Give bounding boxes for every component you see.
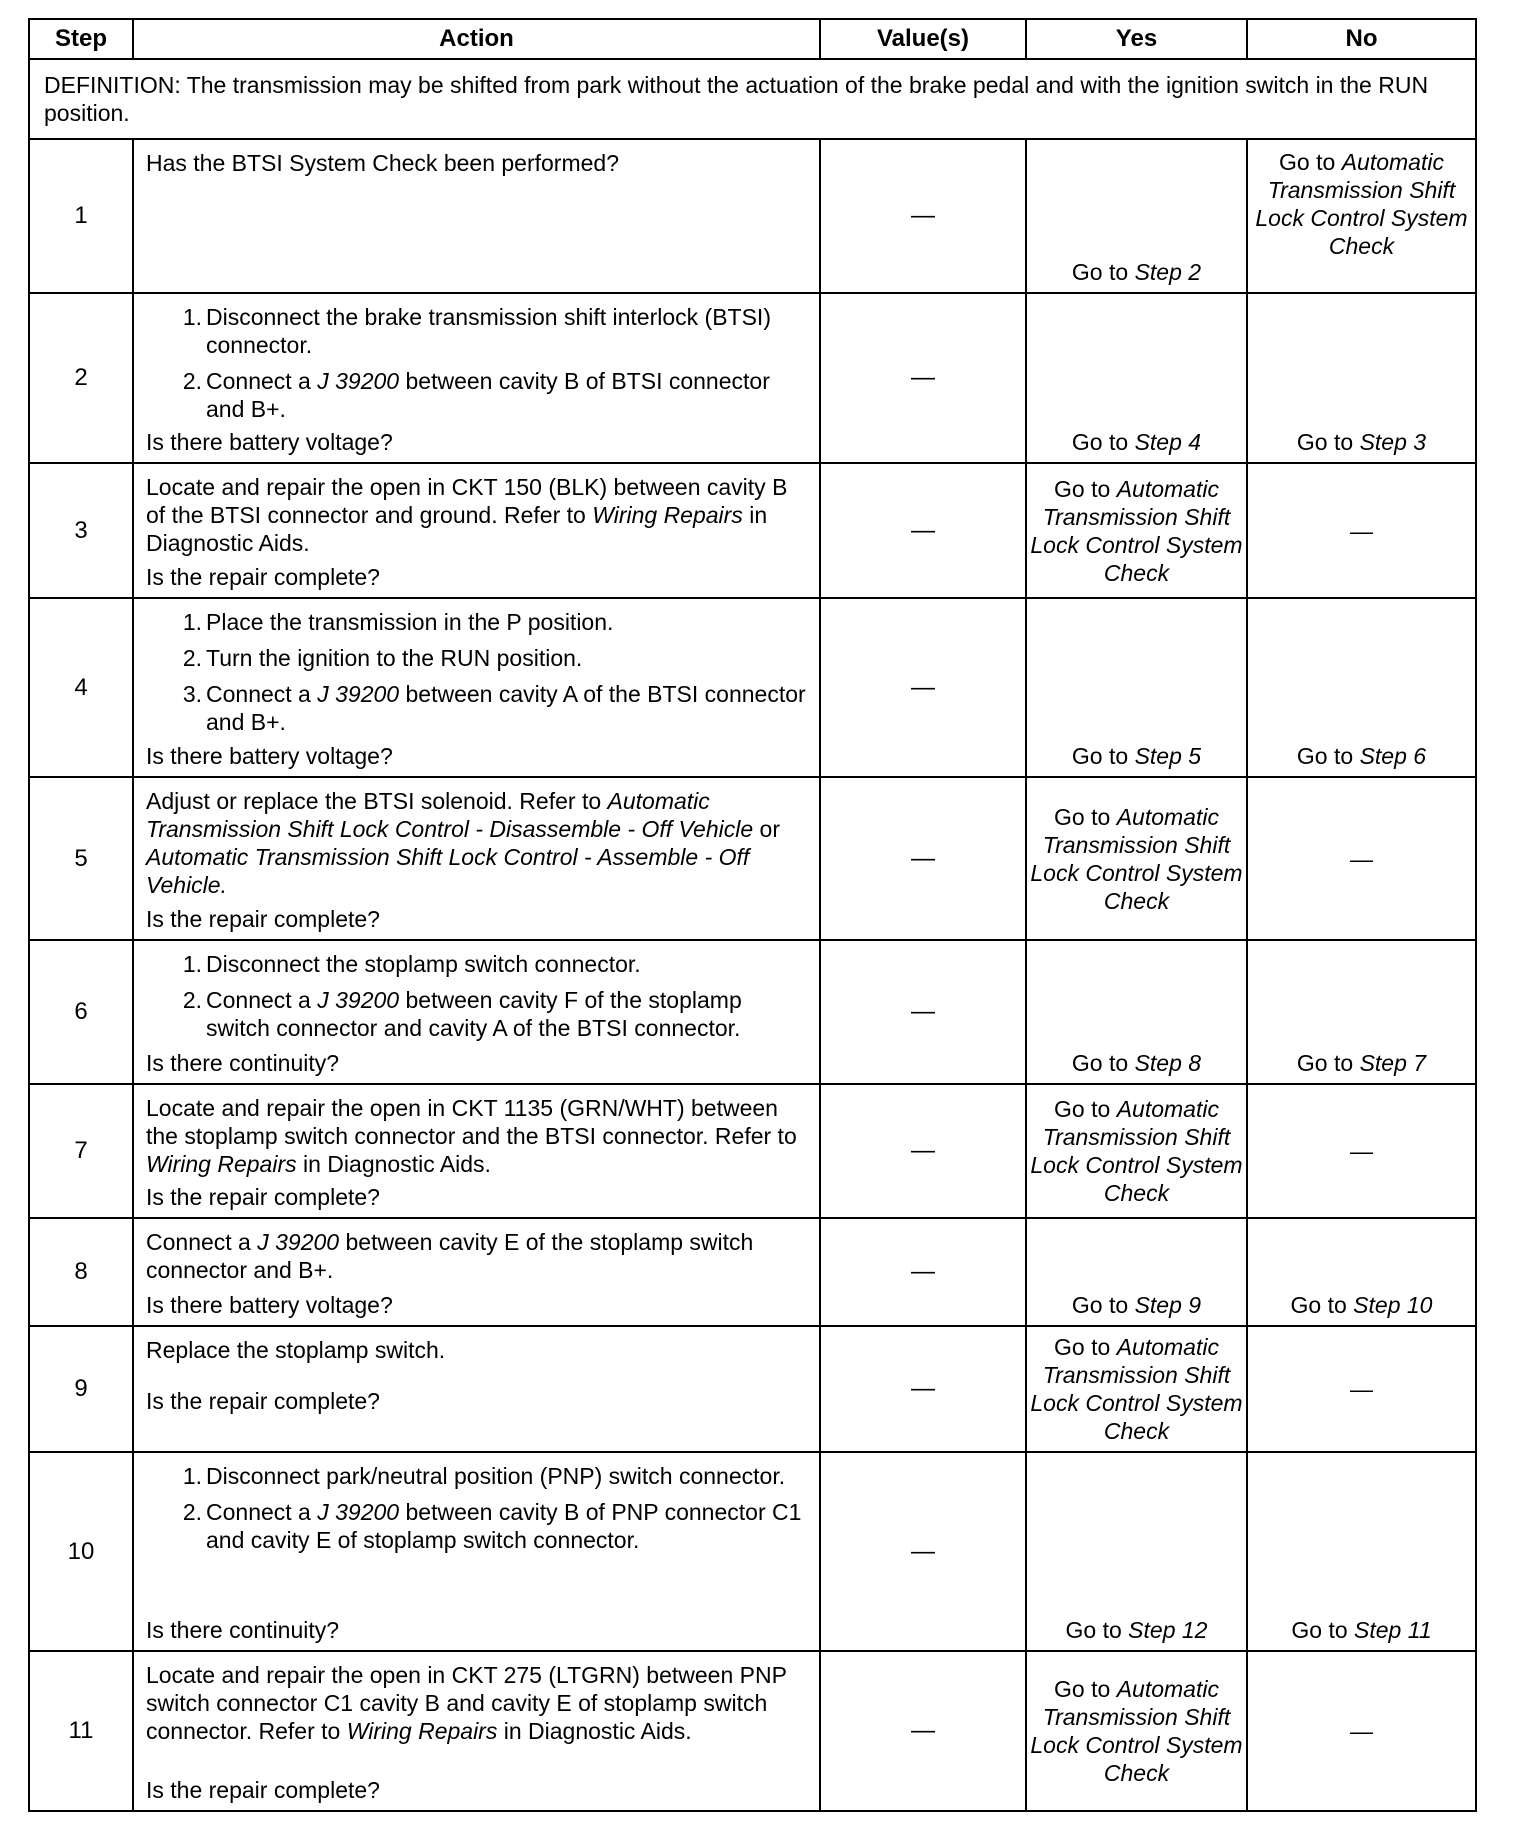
- action-step: 2. Turn the ignition to the RUN position.: [182, 645, 583, 671]
- value-cell: —: [820, 1084, 1026, 1218]
- header-action: Action: [133, 19, 820, 59]
- value-cell: —: [820, 463, 1026, 598]
- value-cell: —: [820, 1651, 1026, 1811]
- yes-cell: Go to Automatic Transmission Shift Lock Control System Check: [1026, 1651, 1247, 1811]
- yes-cell: Go to Step 4: [1026, 293, 1247, 463]
- action-question: Is there battery voltage?: [146, 429, 393, 455]
- tool-name: J 39200: [257, 1229, 340, 1255]
- action-cell: [133, 139, 820, 293]
- yes-cell: Go to Automatic Transmission Shift Lock Control System Check: [1026, 777, 1247, 940]
- step-number: 6: [29, 940, 133, 1084]
- no-cell: —: [1247, 463, 1476, 598]
- table-row: [29, 777, 1476, 940]
- action-text: Locate and repair the open in CKT 150 (BLK) between cavity B of the BTSI connector and ground. Refer to Wiring Repairs in Diagnostic Aids.: [146, 474, 788, 556]
- table-row: [29, 1326, 1476, 1452]
- action-cell: [133, 1084, 820, 1218]
- action-cell: [133, 463, 820, 598]
- tool-name: J 39200: [317, 368, 400, 394]
- yes-ref: Step 12: [1128, 1617, 1208, 1643]
- action-question: Is the repair complete?: [146, 1388, 380, 1414]
- action-text: Adjust or replace the BTSI solenoid. Refer to Automatic Transmission Shift Lock Control - Disassemble - Off Vehicle or Automatic Transmission Shift Lock Control - Assemble - Off Vehicle.: [146, 788, 780, 898]
- yes-ref: Automatic Transmission Shift Lock Control System Check: [1030, 1334, 1243, 1444]
- no-cell: Go to Step 10: [1247, 1218, 1476, 1326]
- no-ref: Automatic Transmission Shift Lock Control System Check: [1255, 149, 1468, 259]
- yes-cell: Go to Step 2: [1026, 139, 1247, 293]
- no-cell: —: [1247, 1326, 1476, 1452]
- action-question: Is the repair complete?: [146, 906, 380, 932]
- yes-ref: Automatic Transmission Shift Lock Control System Check: [1030, 803, 1243, 914]
- yes-ref: Automatic Transmission Shift Lock Control System Check: [1030, 475, 1243, 586]
- yes-ref: Step 9: [1134, 1292, 1202, 1318]
- action-cell: [133, 293, 820, 463]
- tool-name: J 39200: [317, 987, 400, 1013]
- action-steps: [146, 303, 807, 423]
- yes-ref: Step 2: [1134, 259, 1202, 285]
- no-ref: Step 7: [1359, 1050, 1427, 1076]
- yes-cell: Go to Automatic Transmission Shift Lock Control System Check: [1026, 463, 1247, 598]
- value-cell: —: [820, 598, 1026, 777]
- header-values: Value(s): [820, 19, 1026, 59]
- table-row: [29, 1084, 1476, 1218]
- yes-ref: Automatic Transmission Shift Lock Control System Check: [1030, 1096, 1243, 1206]
- action-text: Connect a J 39200 between cavity E of the stoplamp switch connector and B+.: [146, 1229, 754, 1283]
- tool-name: J 39200: [317, 681, 400, 707]
- no-ref: Step 6: [1359, 743, 1427, 769]
- yes-ref: Step 4: [1134, 429, 1202, 455]
- table-row: [29, 1452, 1476, 1651]
- action-cell: [133, 598, 820, 777]
- action-text: Locate and repair the open in CKT 275 (LTGRN) between PNP switch connector C1 cavity B and cavity E of stoplamp switch connector. Refer to Wiring Repairs in Diagnostic Aids.: [146, 1662, 787, 1744]
- action-steps: [146, 608, 807, 736]
- yes-ref: Automatic Transmission Shift Lock Control System Check: [1030, 1676, 1243, 1786]
- yes-cell: Go to Automatic Transmission Shift Lock Control System Check: [1026, 1326, 1247, 1452]
- no-cell: Go to Step 6: [1247, 598, 1476, 777]
- action-step: 2. Connect a J 39200 between cavity B of BTSI connector and B+.: [182, 368, 770, 422]
- step-number: 8: [29, 1218, 133, 1326]
- no-ref: Step 10: [1353, 1292, 1433, 1318]
- table-row: [29, 598, 1476, 777]
- yes-ref: Step 5: [1134, 743, 1202, 769]
- action-cell: [133, 1326, 820, 1452]
- diagnostic-table: [28, 18, 1477, 1812]
- definition-row: [29, 59, 1476, 139]
- table-row: [29, 293, 1476, 463]
- header-row: [29, 19, 1476, 59]
- no-cell: —: [1247, 1651, 1476, 1811]
- header-no: No: [1247, 19, 1476, 59]
- tool-name: J 39200: [317, 1499, 400, 1525]
- action-text: Has the BTSI System Check been performed?: [146, 150, 619, 176]
- value-cell: —: [820, 777, 1026, 940]
- step-number: 9: [29, 1326, 133, 1452]
- header-yes: Yes: [1026, 19, 1247, 59]
- table-row: [29, 940, 1476, 1084]
- value-cell: —: [820, 940, 1026, 1084]
- table-row: [29, 139, 1476, 293]
- no-cell: Go to Step 3: [1247, 293, 1476, 463]
- step-number: 1: [29, 139, 133, 293]
- value-cell: —: [820, 293, 1026, 463]
- action-step: 3. Connect a J 39200 between cavity A of the BTSI connector and B+.: [182, 681, 806, 735]
- no-ref: Step 11: [1354, 1617, 1432, 1643]
- step-number: 2: [29, 293, 133, 463]
- action-question: Is there battery voltage?: [146, 743, 393, 769]
- action-step: 1. Disconnect the stoplamp switch connector.: [182, 951, 641, 977]
- action-cell: [133, 1218, 820, 1326]
- action-question: Is the repair complete?: [146, 1777, 380, 1803]
- yes-ref: Step 8: [1134, 1050, 1202, 1076]
- step-number: 11: [29, 1651, 133, 1811]
- action-cell: [133, 1452, 820, 1651]
- no-cell: —: [1247, 1084, 1476, 1218]
- action-question: Is there continuity?: [146, 1617, 340, 1643]
- action-question: Is there battery voltage?: [146, 1292, 393, 1318]
- value-cell: —: [820, 1452, 1026, 1651]
- no-cell: —: [1247, 777, 1476, 940]
- action-step: 1. Disconnect the brake transmission shift interlock (BTSI) connector.: [182, 304, 771, 358]
- step-number: 3: [29, 463, 133, 598]
- action-cell: [133, 777, 820, 940]
- table-row: [29, 1218, 1476, 1326]
- value-cell: —: [820, 1326, 1026, 1452]
- step-number: 10: [29, 1452, 133, 1651]
- no-ref: Step 3: [1359, 429, 1427, 455]
- action-step: 1. Disconnect park/neutral position (PNP) switch connector.: [182, 1463, 786, 1489]
- action-steps: [146, 1462, 807, 1554]
- yes-cell: Go to Step 12: [1026, 1452, 1247, 1651]
- value-cell: —: [820, 1218, 1026, 1326]
- step-number: 7: [29, 1084, 133, 1218]
- yes-cell: Go to Step 5: [1026, 598, 1247, 777]
- action-question: Is the repair complete?: [146, 564, 380, 590]
- action-step: 2. Connect a J 39200 between cavity F of the stoplamp switch connector and cavity A of the BTSI connector.: [182, 987, 742, 1041]
- action-cell: [133, 1651, 820, 1811]
- yes-cell: Go to Step 9: [1026, 1218, 1247, 1326]
- step-number: 4: [29, 598, 133, 777]
- no-cell: Go to Automatic Transmission Shift Lock Control System Check: [1247, 139, 1476, 293]
- action-text: Replace the stoplamp switch.: [146, 1337, 446, 1363]
- action-cell: [133, 940, 820, 1084]
- action-step: 1. Place the transmission in the P position.: [182, 609, 614, 635]
- definition-text: DEFINITION: The transmission may be shifted from park without the actuation of the brake pedal and with the ignition switch in the RUN position.: [29, 59, 1476, 139]
- table-row: [29, 463, 1476, 598]
- step-number: 5: [29, 777, 133, 940]
- action-question: Is there continuity?: [146, 1050, 340, 1076]
- header-step: Step: [29, 19, 133, 59]
- value-cell: —: [820, 139, 1026, 293]
- action-step: 2. Connect a J 39200 between cavity B of PNP connector C1 and cavity E of stoplamp switch connector.: [182, 1499, 802, 1553]
- action-question: Is the repair complete?: [146, 1184, 380, 1210]
- table-row: [29, 1651, 1476, 1811]
- no-cell: Go to Step 7: [1247, 940, 1476, 1084]
- yes-cell: Go to Automatic Transmission Shift Lock Control System Check: [1026, 1084, 1247, 1218]
- action-steps: [146, 950, 807, 1042]
- yes-cell: Go to Step 8: [1026, 940, 1247, 1084]
- action-text: Locate and repair the open in CKT 1135 (GRN/WHT) between the stoplamp switch connector and the BTSI connector. Refer to Wiring Repairs in Diagnostic Aids.: [146, 1095, 797, 1177]
- no-cell: Go to Step 11: [1247, 1452, 1476, 1651]
